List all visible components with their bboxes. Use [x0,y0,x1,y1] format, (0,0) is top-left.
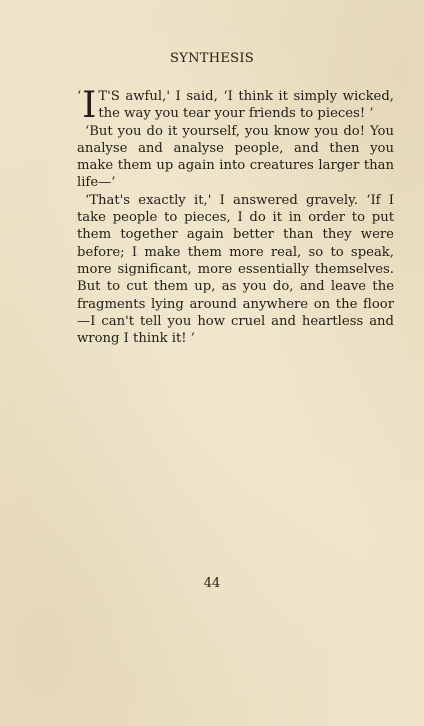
drop-cap: I [82,85,97,126]
page-number: 44 [203,576,221,591]
opening-quote: ‘ [77,89,82,104]
paragraph-1 [77,85,394,126]
running-head: SYNTHESIS [169,51,254,66]
body-text [77,85,394,347]
paragraph-3: ‘That's exactly it,' I answered gravely. ‘If I take people to pieces, I do it in order to put them together again better than they were before; I make them more real, so to speak, more significant, more essentially themselves. But to cut them up, as you do, and leave the fragments lying around anywhere on the floor —I can't tell you how cruel and heartless and wrong I think it! ’ [77,192,394,347]
paragraph-2: ‘But you do it yourself, you know you do! You analyse and analyse people, and then you make them up again into creatures larger than life—’ [77,123,394,191]
paragraph-1-text: T'S awful,' I said, ‘I think it simply wicked, the way you tear your friends to pieces! ’ [98,89,394,122]
